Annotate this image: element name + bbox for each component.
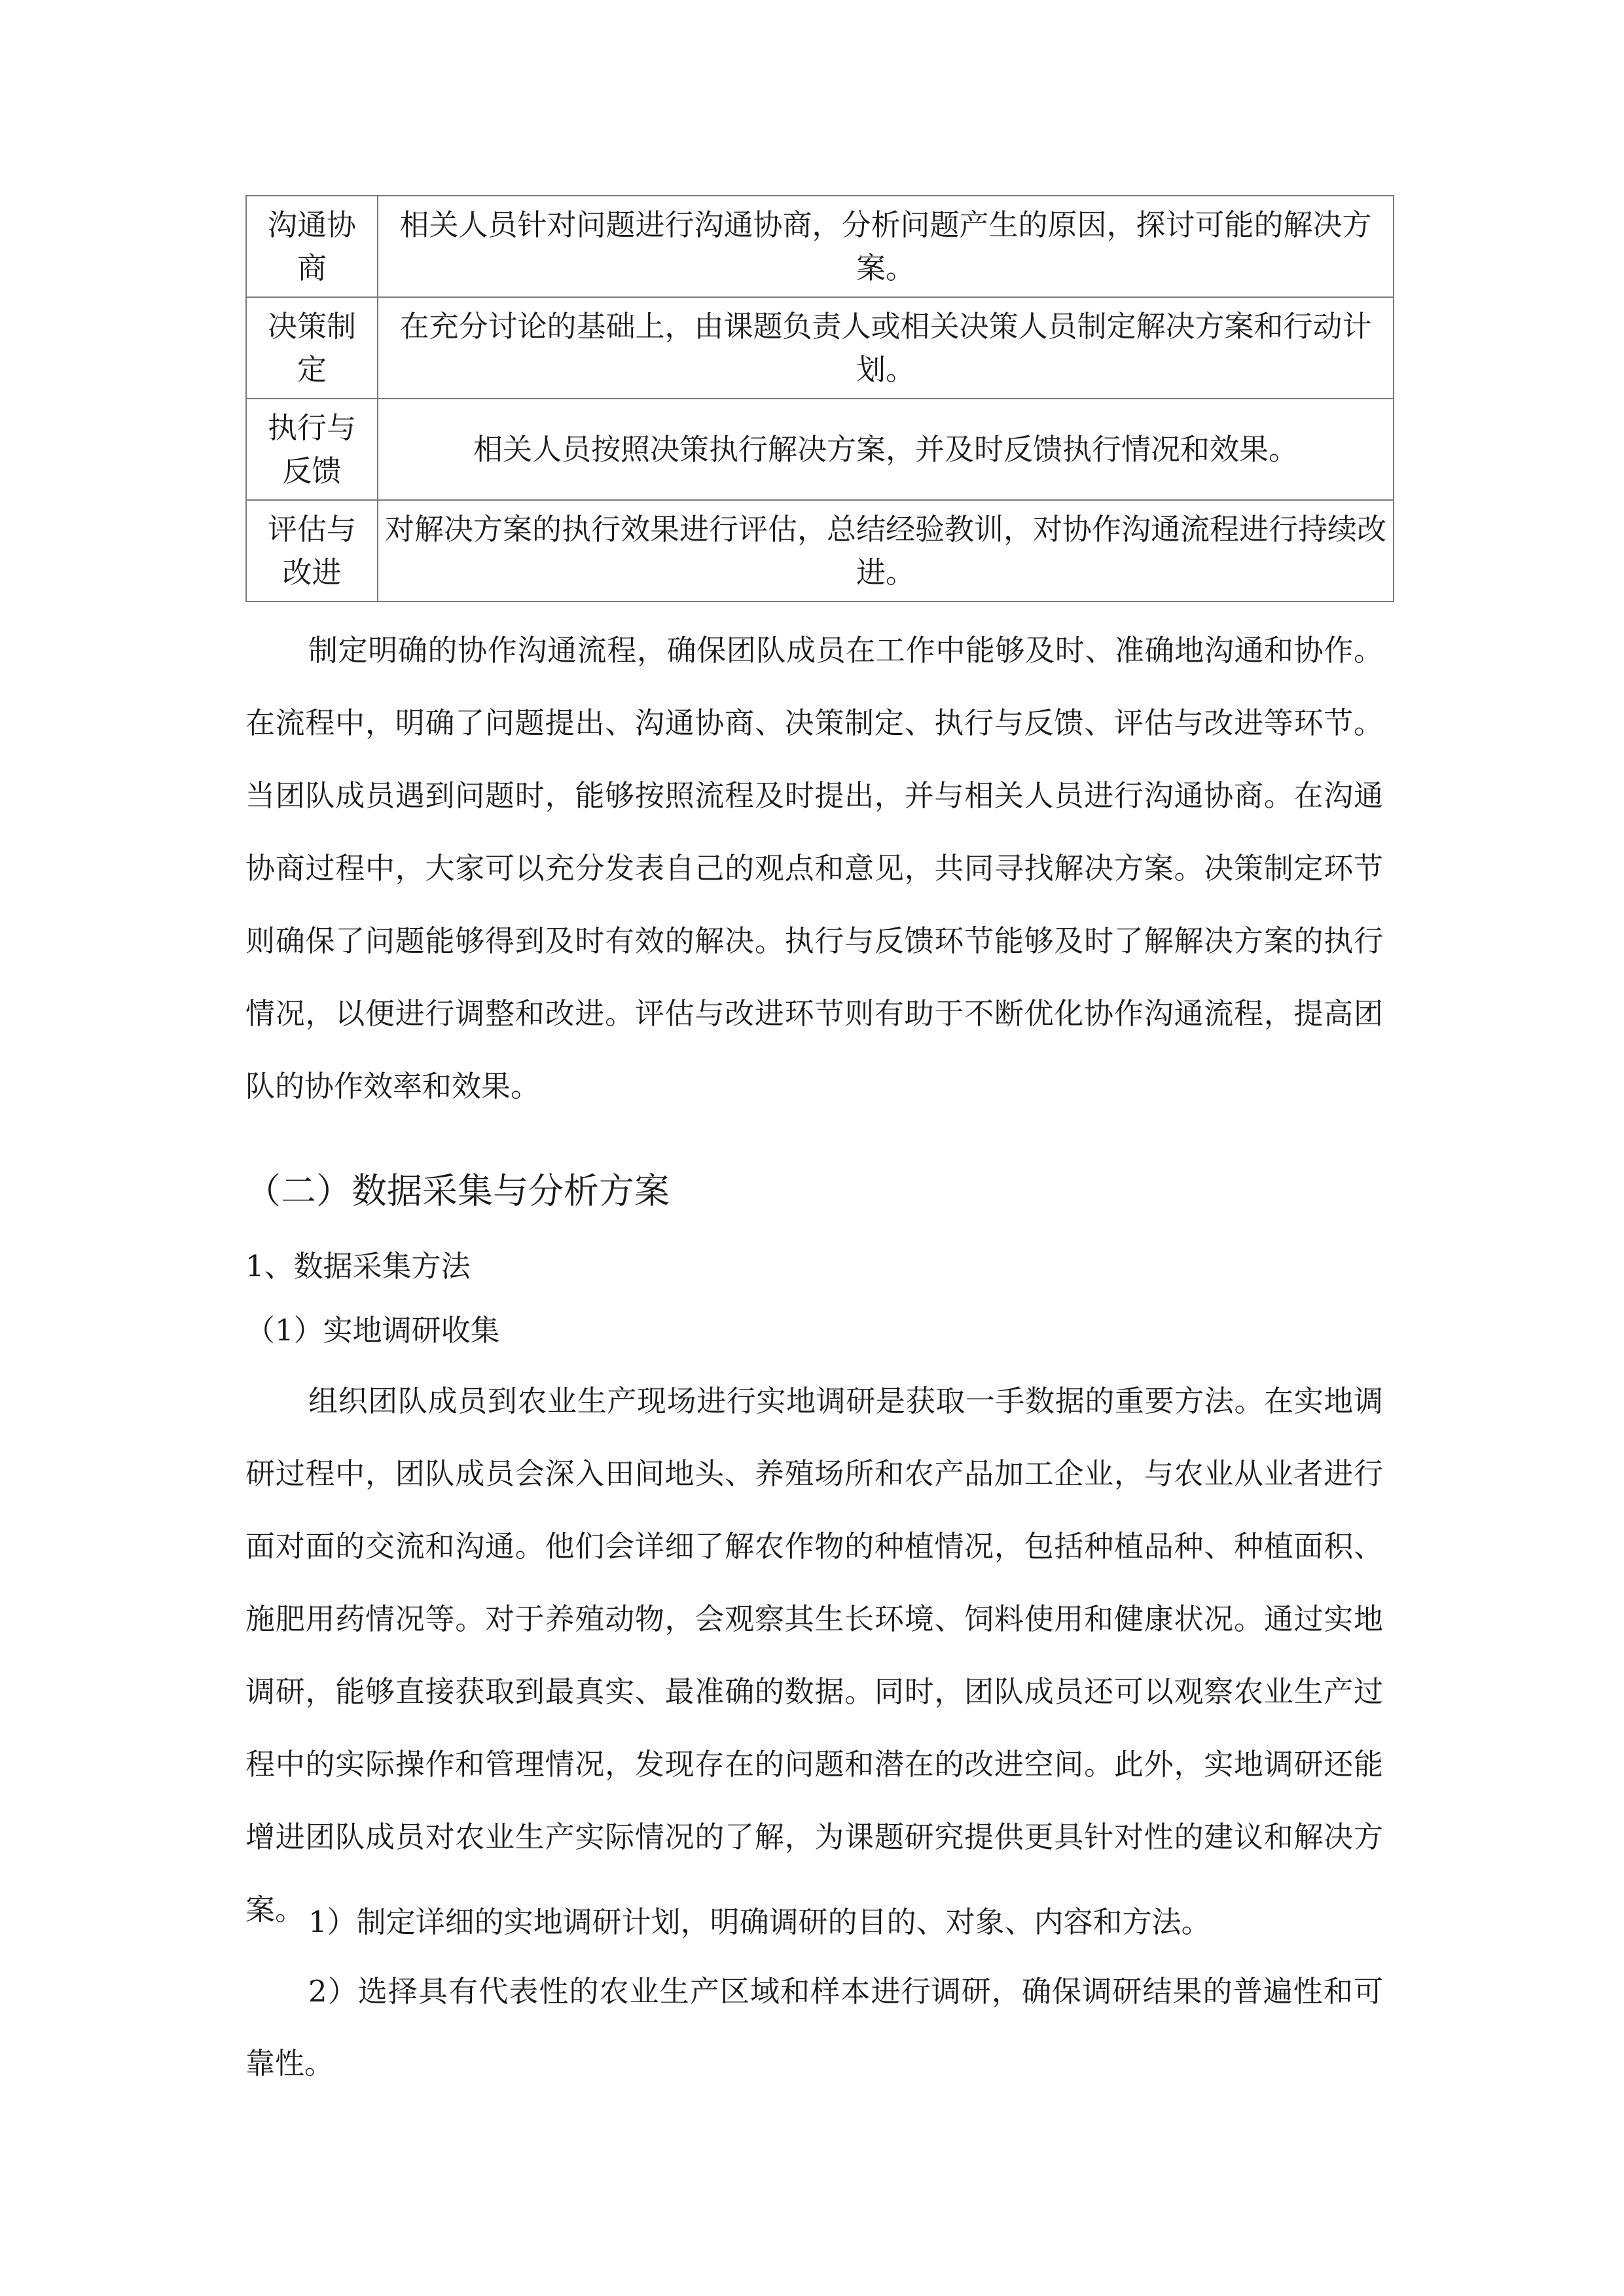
table-row <box>246 500 1394 601</box>
process-step-cell: 执行与反馈 <box>246 399 378 500</box>
process-desc-cell: 对解决方案的执行效果进行评估，总结经验教训，对协作沟通流程进行持续改进。 <box>378 500 1394 601</box>
table-row <box>246 196 1394 297</box>
list-item: 1）制定详细的实地调研计划，明确调研的目的、对象、内容和方法。 <box>308 1905 1211 1939</box>
flow-summary-paragraph: 制定明确的协作沟通流程，确保团队成员在工作中能够及时、准确地沟通和协作。在流程中，明确了问题提出、沟通协商、决策制定、执行与反馈、评估与改进等环节。当团队成员遇到问题时，能够按照流程及时提出，并与相关人员进行沟通协商。在沟通协商过程中，大家可以充分发表自己的观点和意见，共同寻找解决方案。决策制定环节则确保了问题能够得到及时有效的解决。执行与反馈环节能够及时了解解决方案的执行情况，以便进行调整和改进。评估与改进环节则有助于不断优化协作沟通流程，提高团队的协作效率和效果。 <box>245 633 1383 1103</box>
process-desc-cell: 相关人员针对问题进行沟通协商，分析问题产生的原因，探讨可能的解决方案。 <box>378 196 1394 297</box>
table-row <box>246 297 1394 399</box>
process-table <box>245 195 1394 602</box>
process-step-cell: 评估与改进 <box>246 500 378 601</box>
process-step-cell: 沟通协商 <box>246 196 378 297</box>
process-step-cell: 决策制定 <box>246 297 378 399</box>
process-desc-cell: 相关人员按照决策执行解决方案，并及时反馈执行情况和效果。 <box>378 399 1394 500</box>
list-item: 2）选择具有代表性的农业生产区域和样本进行调研，确保调研结果的普遍性和可靠性。 <box>245 1974 1383 2081</box>
field-research-paragraph: 组织团队成员到农业生产现场进行实地调研是获取一手数据的重要方法。在实地调研过程中，团队成员会深入田间地头、养殖场所和农产品加工企业，与农业从业者进行面对面的交流和沟通。他们会详细了解农作物的种植情况，包括种植品种、种植面积、施肥用药情况等。对于养殖动物，会观察其生长环境、饲料使用和健康状况。通过实地调研，能够直接获取到最真实、最准确的数据。同时，团队成员还可以观察农业生产过程中的实际操作和管理情况，发现存在的问题和潜在的改进空间。此外，实地调研还能增进团队成员对农业生产实际情况的了解，为课题研究提供更具针对性的建议和解决方案。 <box>245 1384 1383 1927</box>
subsubsection-heading: （1）实地调研收集 <box>245 1313 500 1348</box>
section-heading: （二）数据采集与分析方案 <box>245 1170 670 1211</box>
process-desc-cell: 在充分讨论的基础上，由课题负责人或相关决策人员制定解决方案和行动计划。 <box>378 297 1394 399</box>
table-row <box>246 399 1394 500</box>
subsection-heading: 1、数据采集方法 <box>245 1249 471 1283</box>
